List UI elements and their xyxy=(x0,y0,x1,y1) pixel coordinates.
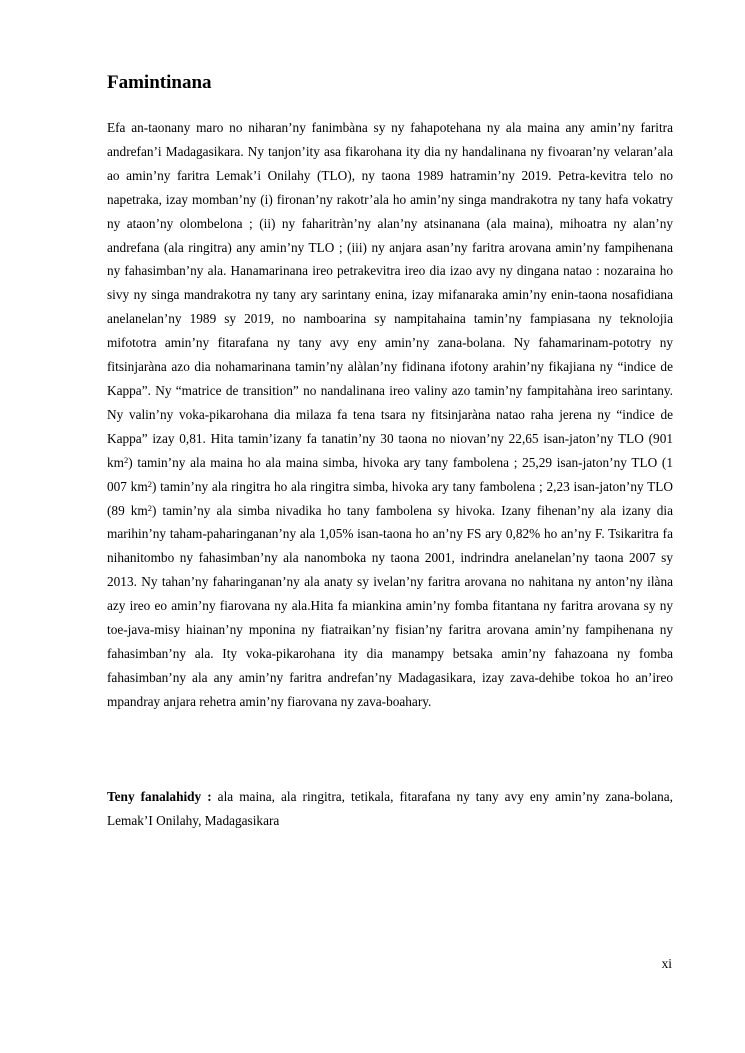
document-title: Famintinana xyxy=(107,72,212,93)
keywords-paragraph xyxy=(107,785,673,833)
abstract-text-part-3: ) tamin’ny ala ringitra ho ala ringitra simba, hivoka ary tany fambolena ; 2,23 isan-jaton’ny TLO (89 km xyxy=(107,478,674,518)
abstract-text-part-2: ) tamin’ny ala maina ho ala maina simba, hivoka ary tany fambolena ; 25,29 isan-jaton’ny TLO (1 007 km xyxy=(107,454,673,494)
abstract-text-part-4: ) tamin’ny ala simba nivadika ho tany fambolena sy hivoka. Izany fihenan’ny ala izany dia marihin’ny taham-paharinganan’ny ala 1,05% isan-taona ho an’ny FS ary 0,82% ho an’ny F. Tsikaritra fa nihanitombo ny fahasimban’ny ala nanomboka ny taona 2001, indrindra anelanelan’ny taona 2007 sy 2013. Ny tahan’ny faharinganan’ny ala anaty sy ivelan’ny faritra arovana no nahitana ny anton’ny ilàna azy ireo eo amin’ny fiarovana ny ala.Hita fa miankina amin’ny fomba fitantana ny faritra arovana sy ny toe-java-misy hiainan’ny mponina ny fiatraikan’ny fisian’ny faritra arovana amin’ny fampihenana ny fahasimban’ny ala. Ity voka-pikarohana ity dia manampy betsaka amin’ny fahazoana ny fomba fahasimban’ny ala any amin’ny faritra andrefan’ny Madagasikara, izay zava-dehibe tokoa ho an’ireo mpandray anjara rehetra amin’ny fiarovana ny zava-boahary. xyxy=(107,502,673,709)
superscript-squared: 2 xyxy=(147,502,152,513)
keywords-label: Teny fanalahidy : xyxy=(107,789,212,804)
keywords-text: ala maina, ala ringitra, tetikala, fitarafana ny tany avy eny amin’ny zana-bolana, Lemak’I Onilahy, Madagasikara xyxy=(107,789,673,828)
abstract-text-part-1: Efa an-taonany maro no niharan’ny fanimbàna sy ny fahapotehana ny ala maina any amin’ny faritra andrefan’i Madagasikara. Ny tanjon’ity asa fikarohana ity dia ny handalinana ny fivoaran’ny velaran’ala ao amin’ny faritra Lemak’i Onilahy (TLO), ny taona 1989 hatramin’ny 2019. Petra-kevitra telo no napetraka, izay momban’ny (i) fironan’ny rakotr’ala ho amin’ny singa mandrakotra ny tany hafa vokatry ny ataon’ny olombelona ; (ii) ny faharitràn’ny alan’ny atsinanana (ala maina), mihoatra ny alan’ny andrefana (ala ringitra) any amin’ny TLO ; (iii) ny anjara asan’ny faritra arovana amin’ny fampihenana ny fahasimban’ny ala. Hanamarinana ireo petrakevitra ireo dia izao avy ny dingana natao : nozaraina ho sivy ny singa mandrakotra ny tany ary sarintany enina, izay mifanaraka amin’ny enin-taona nosafidiana anelanelan’ny 1989 sy 2019, no namboarina sy nampitahaina tamin’ny fampiasana ny teknolojia mifototra amin’ny fitarafana ny tany avy eny amin’ny zana-bolana. Ny fahamarinam-pototry ny fitsinjaràna azo dia nohamarinana tamin’ny alàlan’ny fidinana ifotony arahin’ny fikajiana ny “indice de Kappa”. Ny “matrice de transition” no nandalinana ireo valiny azo tamin’ny fampitahàna ireo sarintany. Ny valin’ny voka-pikarohana dia milaza fa tena tsara ny fitsinjaràna natao raha jerena ny “indice de Kappa” izay 0,81. Hita tamin’izany fa tanatin’ny 30 taona no niovan’ny 22,65 isan-jaton’ny TLO (901 km xyxy=(107,120,673,470)
superscript-squared: 2 xyxy=(124,454,129,465)
page-number: xi xyxy=(661,956,672,971)
superscript-squared: 2 xyxy=(147,478,152,489)
abstract-paragraph xyxy=(107,116,673,714)
